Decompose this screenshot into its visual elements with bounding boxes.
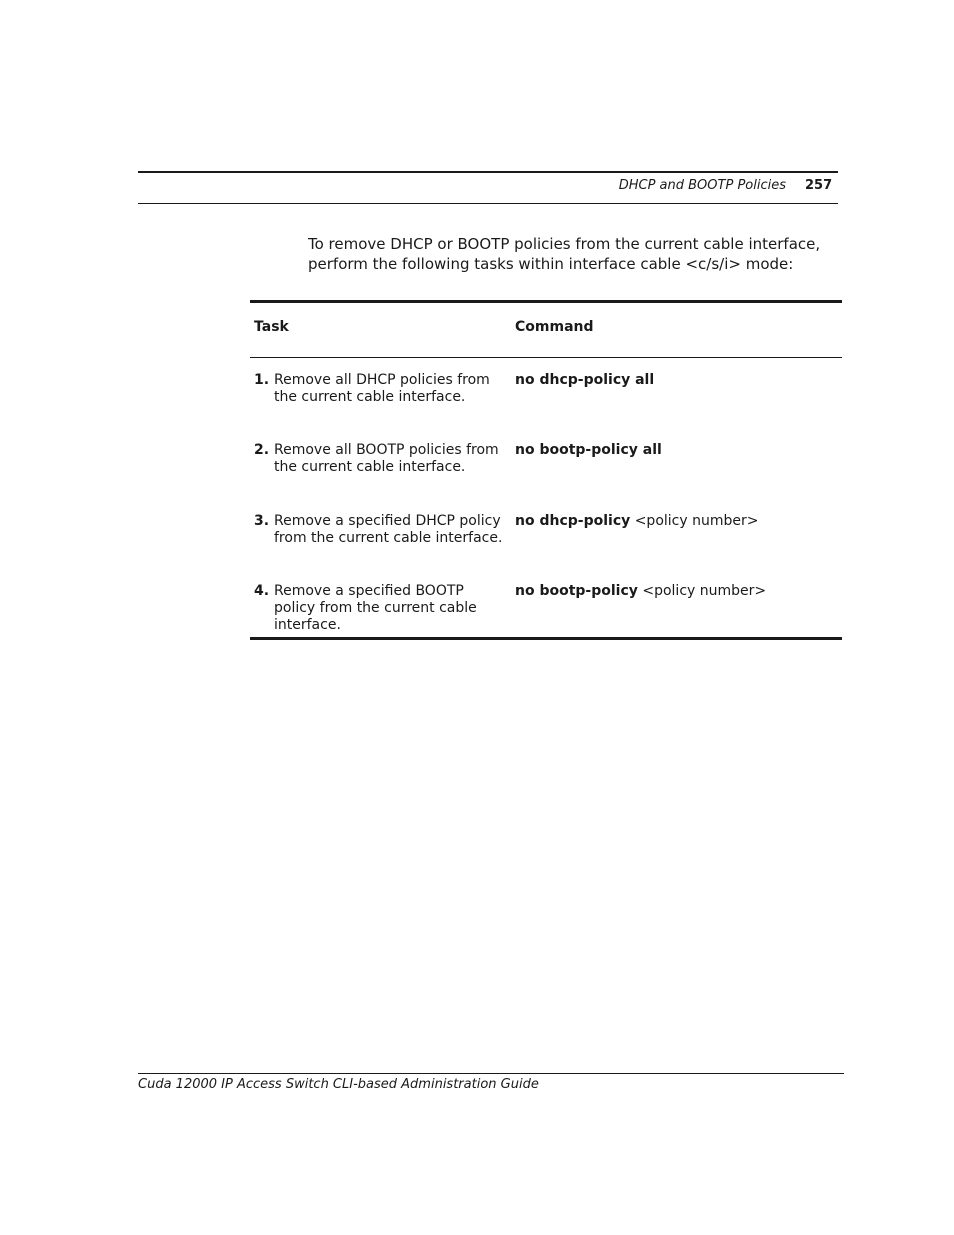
row-task: Remove a specified BOOTP policy from the current cable interface. — [274, 583, 477, 633]
table-rule-top — [250, 300, 842, 303]
command-argument: <policy number> — [630, 513, 759, 529]
footer-title: Cuda 12000 IP Access Switch CLI-based Administration Guide — [138, 1077, 539, 1092]
command-keyword: no dhcp-policy all — [515, 372, 655, 388]
command-keyword: no bootp-policy — [515, 583, 638, 599]
row-command — [515, 513, 758, 530]
row-task: Remove all DHCP policies from the current cable interface. — [274, 372, 490, 405]
row-number: 1. — [254, 372, 270, 388]
row-command — [515, 372, 654, 389]
row-task: Remove a specified DHCP policy from the current cable interface. — [274, 513, 503, 546]
column-header-task: Task — [254, 319, 289, 335]
column-header-command: Command — [515, 319, 594, 335]
row-task: Remove all BOOTP policies from the current cable interface. — [274, 442, 499, 475]
header-rule-bottom — [138, 203, 838, 204]
header-rule-top — [138, 171, 838, 173]
page-number: 257 — [805, 178, 833, 193]
table-rule-bottom — [250, 637, 842, 640]
row-number: 4. — [254, 583, 270, 599]
row-number: 3. — [254, 513, 270, 529]
command-keyword: no dhcp-policy — [515, 513, 631, 529]
footer-rule — [138, 1073, 844, 1074]
intro-paragraph: To remove DHCP or BOOTP policies from the current cable interface, perform the following tasks within interface cable <c/s/i> mode: — [308, 235, 821, 273]
table-rule-header — [250, 357, 842, 358]
running-header-title: DHCP and BOOTP Policies — [618, 178, 786, 193]
row-command — [515, 442, 662, 459]
row-number: 2. — [254, 442, 270, 458]
command-keyword: no bootp-policy all — [515, 442, 662, 458]
command-argument: <policy number> — [637, 583, 767, 599]
row-command — [515, 583, 766, 600]
